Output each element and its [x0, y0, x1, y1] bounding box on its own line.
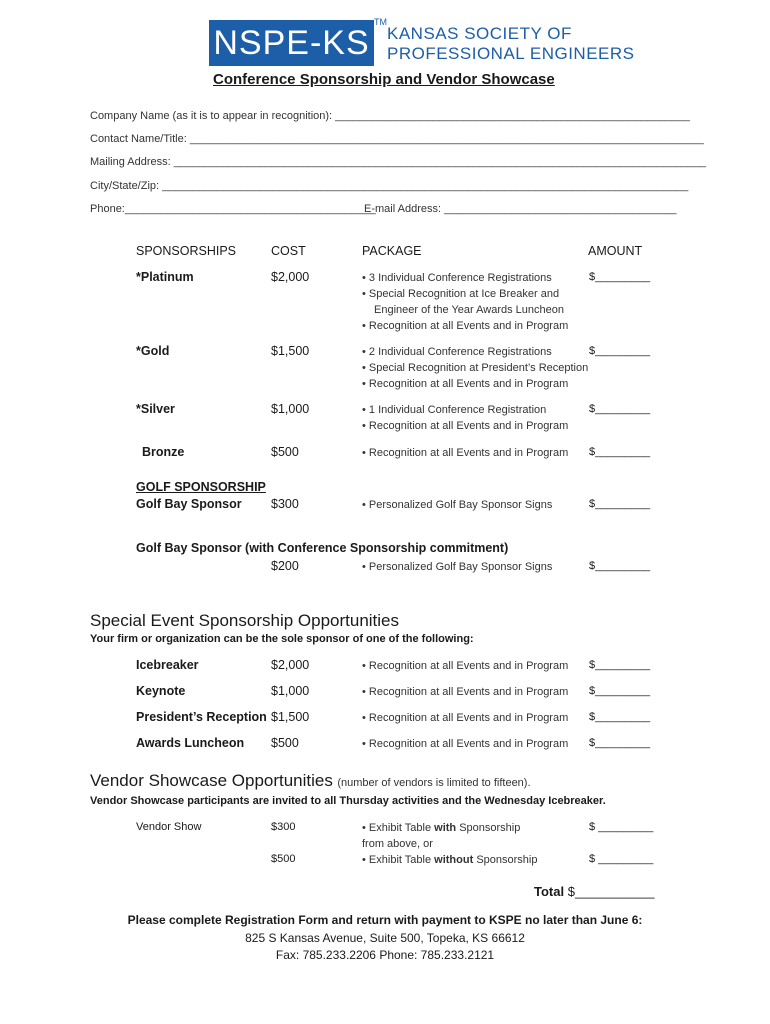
header-cost: COST: [271, 244, 306, 258]
amount-blank[interactable]: $_________: [589, 446, 651, 458]
golf-sponsorship-heading: GOLF SPONSORSHIP: [136, 480, 266, 494]
amount-blank[interactable]: $_________: [589, 498, 651, 510]
vendor-showcase-heading: [90, 771, 531, 791]
amount-blank[interactable]: $_________: [589, 345, 651, 357]
sponsorship-cost: $1,000: [271, 402, 310, 416]
amount-blank[interactable]: $_________: [589, 659, 651, 671]
golf-bay-sponsor-cost: $300: [271, 497, 299, 511]
special-event-name: President’s Reception: [136, 710, 267, 724]
footer-instruction: Please complete Registration Form and return with payment to KSPE no later than June 6:: [127, 913, 643, 927]
package-item: • Recognition at all Events and in Program: [362, 658, 568, 674]
package-item: [362, 820, 520, 836]
package-item: • 1 Individual Conference Registration: [362, 402, 568, 418]
package-item: • Personalized Golf Bay Sponsor Signs: [362, 497, 552, 513]
contact-name-field[interactable]: Contact Name/Title: ____________________________________________________________________________________: [90, 133, 704, 145]
mailing-address-field[interactable]: Mailing Address: _______________________________________________________________________________________: [90, 156, 706, 168]
special-event-name: Icebreaker: [136, 658, 199, 672]
special-event-name: Awards Luncheon: [136, 736, 245, 750]
vendor-showcase-note: (number of vendors is limited to fifteen).: [337, 777, 531, 789]
item-emphasis: with: [434, 822, 457, 834]
total-label: Total: [534, 884, 565, 899]
special-event-cost: $1,500: [271, 710, 310, 724]
vendor-package-continued: from above, or: [362, 838, 433, 850]
amount-blank[interactable]: $_________: [589, 403, 651, 415]
package-list: [362, 736, 568, 752]
package-item: • Recognition at all Events and in Program: [362, 418, 568, 434]
email-field[interactable]: E-mail Address: ______________________________________: [364, 203, 677, 215]
vendor-package-with: [362, 820, 520, 836]
package-item: • Recognition at all Events and in Program: [362, 684, 568, 700]
special-event-cost: $500: [271, 736, 299, 750]
vendor-package-without: [362, 852, 537, 868]
sponsorship-name: Bronze: [142, 445, 185, 459]
sponsorship-cost: $2,000: [271, 270, 310, 284]
package-list: [362, 445, 568, 461]
sponsorship-cost: $1,500: [271, 344, 310, 358]
amount-blank[interactable]: $_________: [589, 711, 651, 723]
special-event-cost: $2,000: [271, 658, 310, 672]
sponsorship-name: *Silver: [136, 402, 175, 416]
package-item: • Recognition at all Events and in Program: [362, 710, 568, 726]
item-text: Exhibit Table: [368, 854, 435, 866]
package-item: • Recognition at all Events and in Program: [362, 376, 588, 392]
package-item: • 3 Individual Conference Registrations: [362, 270, 568, 286]
amount-blank[interactable]: $_________: [589, 560, 651, 572]
footer-address: 825 S Kansas Avenue, Suite 500, Topeka, KS 66612: [245, 931, 525, 945]
item-emphasis: without: [434, 854, 474, 866]
package-list: [362, 658, 568, 674]
golf-bay-sponsor-alt-cost: $200: [271, 559, 299, 573]
special-event-name: Keynote: [136, 684, 186, 698]
sponsorship-name: *Platinum: [136, 270, 194, 284]
page-title: Conference Sponsorship and Vendor Showcase: [213, 71, 555, 88]
vendor-show-name: Vendor Show: [136, 821, 202, 833]
package-list: [362, 270, 568, 334]
package-item: • Special Recognition at Ice Breaker and: [362, 286, 568, 302]
amount-blank[interactable]: $_________: [589, 737, 651, 749]
package-list: [362, 710, 568, 726]
vendor-showcase-title: Vendor Showcase Opportunities: [90, 771, 333, 790]
package-list: [362, 497, 552, 513]
total-row: [534, 884, 654, 899]
total-blank[interactable]: $___________: [567, 884, 655, 899]
organization-name: [387, 24, 634, 64]
header-package: PACKAGE: [362, 244, 422, 258]
organization-name-line1: KANSAS SOCIETY OF: [387, 24, 572, 43]
package-item-continued: Engineer of the Year Awards Luncheon: [374, 304, 565, 316]
special-event-subtitle: Your firm or organization can be the sole sponsor of one of the following:: [90, 633, 474, 645]
header-sponsorships: SPONSORSHIPS: [136, 244, 237, 258]
golf-bay-sponsor-alt-heading: Golf Bay Sponsor (with Conference Sponsorship commitment): [136, 541, 509, 555]
item-text: Exhibit Table: [368, 822, 435, 834]
vendor-cost-with: $300: [271, 821, 296, 833]
package-list: [362, 344, 588, 392]
sponsorship-cost: $500: [271, 445, 299, 459]
amount-blank[interactable]: $ _________: [589, 821, 654, 833]
nspe-ks-logo: NSPE-KS: [209, 20, 374, 66]
amount-blank[interactable]: $_________: [589, 271, 651, 283]
company-name-field[interactable]: Company Name (as it is to appear in recognition): __________________________________________________________: [90, 110, 690, 122]
organization-name-line2: PROFESSIONAL ENGINEERS: [387, 44, 635, 63]
phone-field[interactable]: Phone:_________________________________________: [90, 203, 376, 215]
special-event-title: Special Event Sponsorship Opportunities: [90, 611, 400, 630]
item-text: Sponsorship: [456, 822, 521, 834]
amount-blank[interactable]: $_________: [589, 685, 651, 697]
trademark-mark: TM: [374, 17, 387, 27]
package-list: [362, 559, 552, 575]
city-state-zip-field[interactable]: City/State/Zip: ______________________________________________________________________________________: [90, 180, 689, 192]
vendor-cost-without: $500: [271, 853, 296, 865]
package-item: • Personalized Golf Bay Sponsor Signs: [362, 559, 552, 575]
special-event-cost: $1,000: [271, 684, 310, 698]
vendor-showcase-subtitle: Vendor Showcase participants are invited to all Thursday activities and the Wednesday Icebreaker.: [90, 795, 606, 807]
amount-blank[interactable]: $ _________: [589, 853, 654, 865]
package-item: • Recognition at all Events and in Program: [362, 736, 568, 752]
package-item: [362, 852, 537, 868]
sponsorship-name: *Gold: [136, 344, 170, 358]
package-item: • Special Recognition at President’s Reception: [362, 360, 588, 376]
item-text: Sponsorship: [473, 854, 538, 866]
footer-contact: Fax: 785.233.2206 Phone: 785.233.2121: [275, 948, 495, 962]
package-list: [362, 684, 568, 700]
golf-bay-sponsor-name: Golf Bay Sponsor: [136, 497, 242, 511]
package-list: [362, 402, 568, 434]
package-item: • 2 Individual Conference Registrations: [362, 344, 588, 360]
header-amount: AMOUNT: [588, 244, 643, 258]
package-item: • Recognition at all Events and in Program: [362, 318, 568, 334]
package-item: • Recognition at all Events and in Program: [362, 445, 568, 461]
